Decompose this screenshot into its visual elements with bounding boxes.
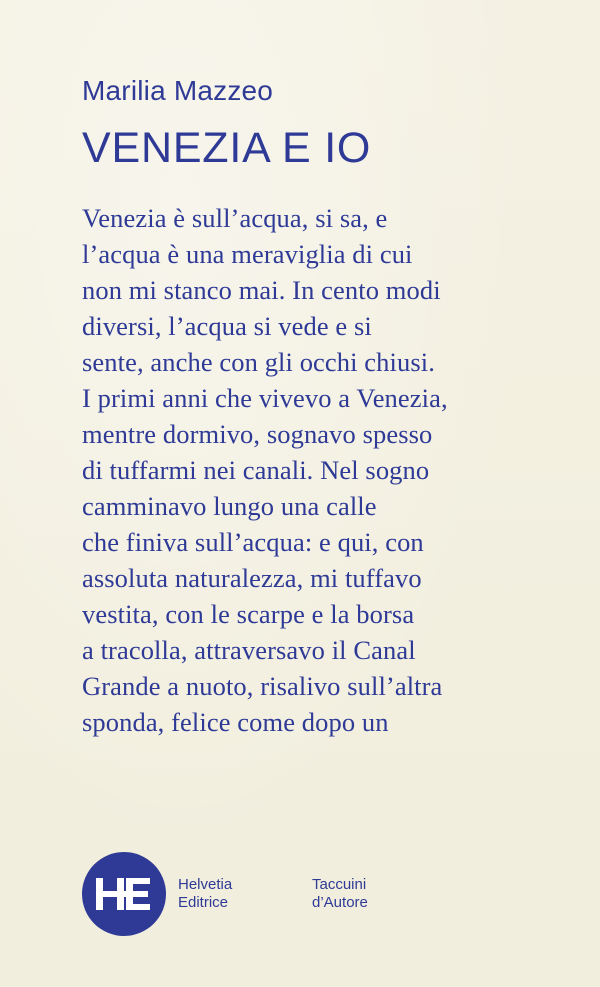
book-title: VENEZIA E IO — [82, 124, 372, 172]
excerpt-line: Grande a nuoto, risalivo sull’altra — [82, 671, 443, 701]
publisher-name — [178, 876, 232, 912]
excerpt-line: camminavo lungo una calle — [82, 491, 377, 521]
excerpt-line: diversi, l’acqua si vede e si — [82, 311, 372, 341]
excerpt-text — [82, 200, 542, 740]
publisher-logo-icon — [82, 852, 166, 936]
series-line: d’Autore — [312, 894, 368, 911]
excerpt-line: mentre dormivo, sognavo spesso — [82, 419, 433, 449]
series-name — [312, 876, 368, 912]
he-logo-svg — [82, 852, 166, 936]
excerpt-line: di tuffarmi nei canali. Nel sogno — [82, 455, 430, 485]
excerpt-line: non mi stanco mai. In cento modi — [82, 275, 441, 305]
excerpt-line: assoluta naturalezza, mi tuffavo — [82, 563, 422, 593]
excerpt-line: l’acqua è una meraviglia di cui — [82, 239, 413, 269]
excerpt-line: sente, anche con gli occhi chiusi. — [82, 347, 435, 377]
excerpt-line: vestita, con le scarpe e la borsa — [82, 599, 415, 629]
excerpt-line: sponda, felice come dopo un — [82, 707, 389, 737]
publisher-line: Editrice — [178, 894, 229, 911]
author-name: Marilia Mazzeo — [82, 75, 274, 106]
excerpt-line: I primi anni che vivevo a Venezia, — [82, 383, 448, 413]
excerpt-line: a tracolla, attraversavo il Canal — [82, 635, 416, 665]
excerpt-line: che finiva sull’acqua: e qui, con — [82, 527, 424, 557]
excerpt-line: Venezia è sull’acqua, si sa, e — [82, 203, 388, 233]
series-line: Taccuini — [312, 876, 367, 893]
publisher-line: Helvetia — [178, 876, 233, 893]
